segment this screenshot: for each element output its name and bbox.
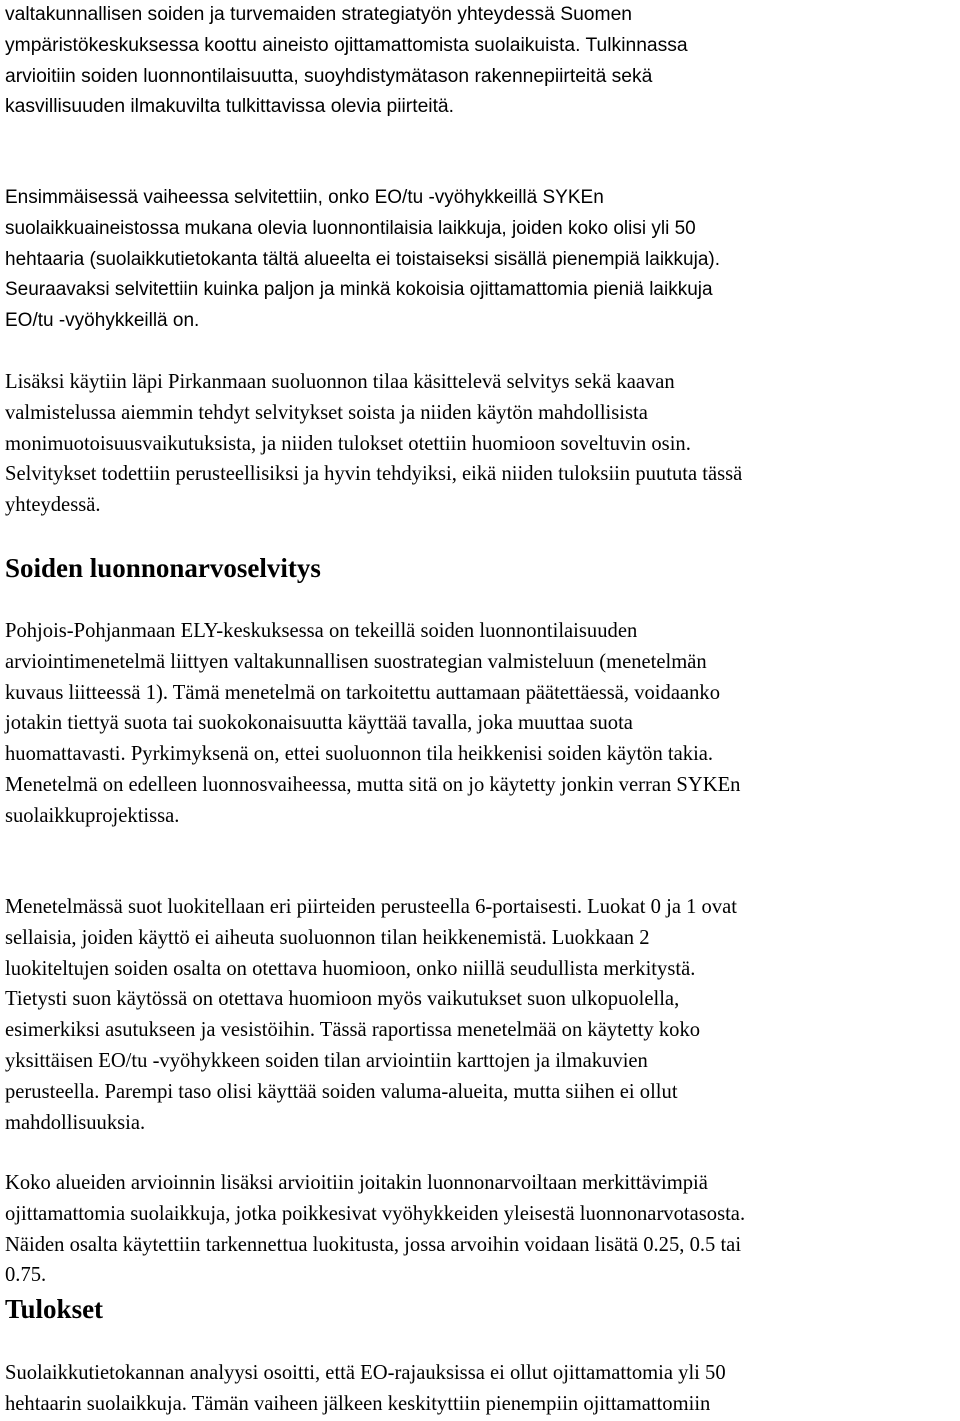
text-line: Näiden osalta käytettiin tarkennettua luokitusta, jossa arvoihin voidaan lisätä 0.25, 0.5 tai <box>5 1233 742 1256</box>
text-line: Pohjois-Pohjanmaan ELY-keskuksessa on tekeillä soiden luonnontilaisuuden <box>5 620 638 642</box>
text-line: Suolaikkutietokannan analyysi osoitti, että EO-rajauksissa ei ollut ojittamattomia yli 50 <box>5 1362 726 1384</box>
paragraph-results <box>5 1358 726 1420</box>
text-line: Seuraavaksi selvitettiin kuinka paljon ja minkä kokoisia ojittamattomia pieniä laikkuja <box>5 279 713 301</box>
text-line: EO/tu -vyöhykkeillä on. <box>5 310 200 332</box>
text-line: arviointimenetelmä liittyen valtakunnallisen suostrategian valmisteluun (menetelmän <box>5 650 707 673</box>
paragraph-first-phase <box>5 183 720 337</box>
text-line: mahdollisuuksia. <box>5 1111 146 1134</box>
text-line: Lisäksi käytiin läpi Pirkanmaan suoluonnon tilaa käsittelevä selvitys sekä kaavan <box>5 371 675 393</box>
paragraph-refined-classification <box>5 1168 745 1291</box>
text-line: sellaisia, joiden käyttö ei aiheuta suoluonnon tilan heikkenemistä. Luokkaan 2 <box>5 926 650 949</box>
text-line: yhteydessä. <box>5 494 101 517</box>
text-line: Selvitykset todettiin perusteellisiksi ja hyvin tehdyiksi, eikä niiden tuloksiin puututa tässä <box>5 463 743 486</box>
text-line: esimerkiksi asutukseen ja vesistöihin. Tässä raportissa menetelmää on käytetty koko <box>5 1019 701 1042</box>
text-line: huomattavasti. Pyrkimyksenä on, ettei suoluonnon tila heikkenisi soiden käytön takia. <box>5 743 714 766</box>
text-line: 0.75. <box>5 1264 47 1287</box>
paragraph-classification <box>5 892 737 1138</box>
paragraph-pirkanmaa-review <box>5 367 742 521</box>
text-line: kasvillisuuden ilmakuvilta tulkittavissa olevia piirteitä. <box>5 96 455 118</box>
text-line: Tietysti suon käytössä on otettava huomioon myös vaikutukset suon ulkopuolella, <box>5 988 680 1011</box>
text-line: arvioitiin soiden luonnontilaisuutta, suoyhdistymätason rakennepiirteitä sekä <box>5 65 653 87</box>
paragraph-intro-continuation <box>5 0 688 123</box>
text-line: Menetelmässä suot luokitellaan eri piirteiden perusteella 6-portaisesti. Luokat 0 ja 1 ovat <box>5 896 738 918</box>
text-line: hehtaaria (suolaikkutietokanta tältä alueelta ei toistaiseksi sisällä pienempiä laikkuja). <box>5 248 721 270</box>
text-line: suolaikkuprojektissa. <box>5 804 180 827</box>
text-line: monimuotoisuusvaikutuksista, ja niiden tulokset otettiin huomioon soveltuvin osin. <box>5 432 691 455</box>
text-line: valmistelussa aiemmin tehdyt selvitykset soista ja niiden käytön mahdollisista <box>5 401 648 424</box>
text-line: yksittäisen EO/tu -vyöhykkeen soiden tilan arviointiin karttojen ja ilmakuvien <box>5 1049 648 1072</box>
section-heading-tulokset: Tulokset <box>5 1294 104 1324</box>
text-line: Ensimmäisessä vaiheessa selvitettiin, onko EO/tu -vyöhykkeillä SYKEn <box>5 187 604 208</box>
text-line: hehtaarin suolaikkuja. Tämän vaiheen jälkeen keskityttiin pienempiin ojittamattomiin <box>5 1392 711 1415</box>
text-line: kuvaus liitteessä 1). Tämä menetelmä on tarkoitettu auttamaan päätettäessä, voidaanko <box>5 681 720 704</box>
text-line: suolaikkuaineistossa mukana olevia luonnontilaisia laikkuja, joiden koko olisi yli 50 <box>5 217 696 239</box>
text-line: luokiteltujen soiden osalta on otettava huomioon, onko niillä seudullista merkitystä. <box>5 957 696 980</box>
text-line: ympäristökeskuksessa koottu aineisto ojittamattomista suolaikuista. Tulkinnassa <box>5 34 688 56</box>
text-line: jotakin tiettyä suota tai suokokonaisuutta käyttää tavalla, joka muuttaa suota <box>5 712 633 735</box>
text-line: perusteella. Parempi taso olisi käyttää soiden valuma-alueita, mutta siihen ei ollut <box>5 1080 678 1103</box>
text-line: valtakunnallisen soiden ja turvemaiden strategiatyön yhteydessä Suomen <box>5 4 633 25</box>
section-heading-luonnonarvoselvitys: Soiden luonnonarvoselvitys <box>5 553 321 583</box>
text-line: Koko alueiden arvioinnin lisäksi arvioitiin joitakin luonnonarvoiltaan merkittävimpiä <box>5 1172 708 1194</box>
paragraph-ely-method <box>5 616 740 832</box>
text-line: Menetelmä on edelleen luonnosvaiheessa, mutta sitä on jo käytetty jonkin verran SYKEn <box>5 773 741 796</box>
text-line: ojittamattomia suolaikkuja, jotka poikkesivat vyöhykkeiden yleisestä luonnonarvotasosta. <box>5 1202 746 1225</box>
